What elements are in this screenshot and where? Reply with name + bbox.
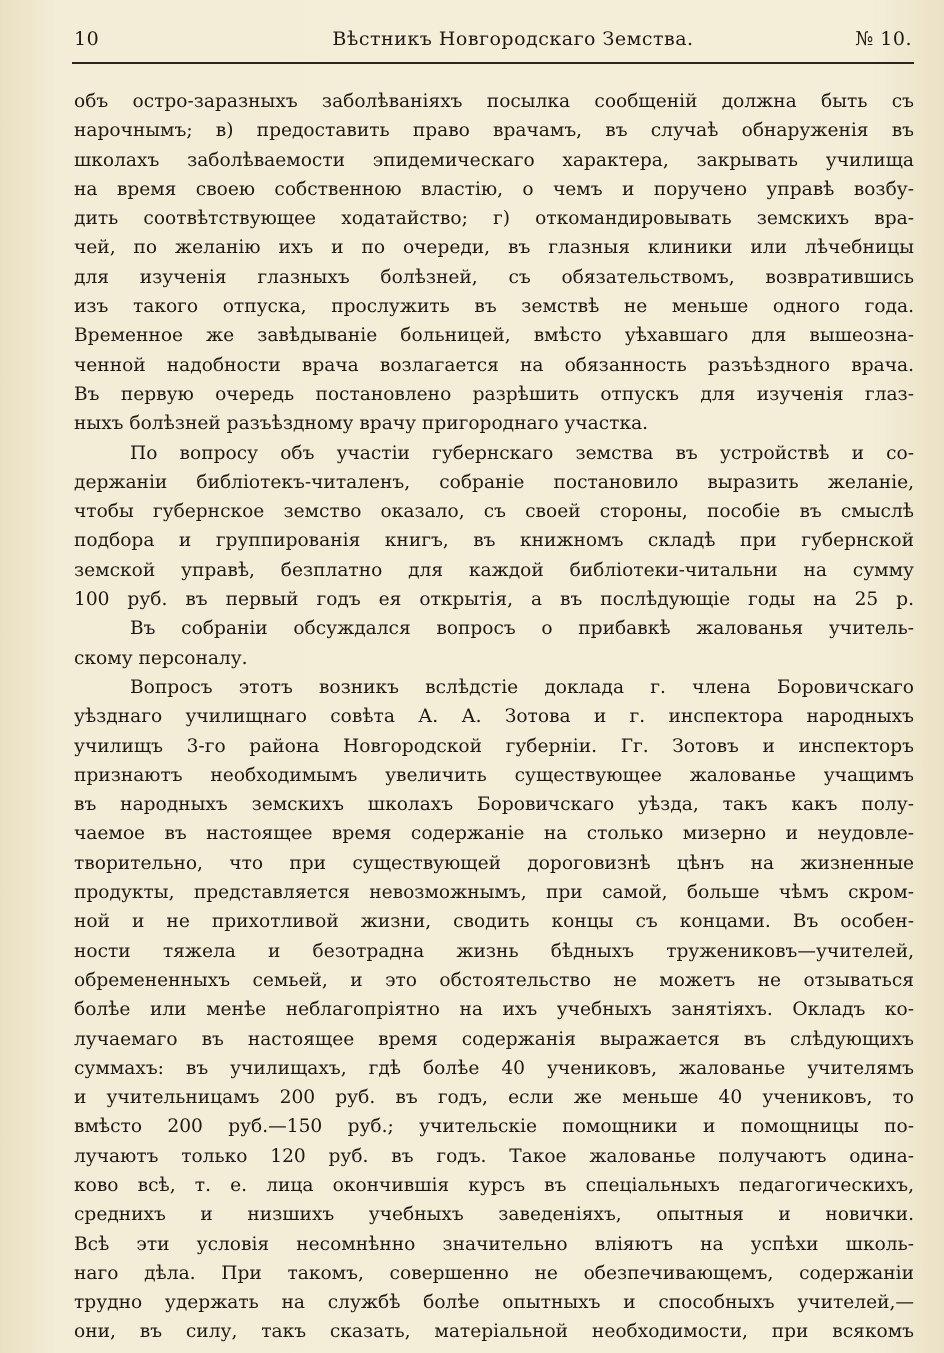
text-line: ной и не прихотливой жизни, сводить концы съ концами. Въ особен- bbox=[74, 911, 914, 933]
text-line: для изученія глазныхъ болѣзней, съ обязательствомъ, возвратившись bbox=[74, 266, 914, 288]
text-line: на время своею собственною властію, о чемъ и поручено управѣ возбу- bbox=[74, 178, 914, 200]
issue-number: № 10. bbox=[855, 28, 912, 50]
text-line: чей, по желанію ихъ и по очереди, въ глазныя клиники или лѣчебницы bbox=[74, 237, 914, 259]
text-line: признаютъ необходимымъ увеличить существующее жалованье учащимъ bbox=[74, 764, 914, 786]
text-line: продукты, представляется невозможнымъ, при самой, больше чѣмъ скром- bbox=[74, 882, 914, 904]
text-line: уѣзднаго училищнаго совѣта А. А. Зотова и г. инспектора народныхъ bbox=[74, 706, 914, 728]
text-line: и учительницамъ 200 руб. въ годъ, если же меньше 40 учениковъ, то bbox=[74, 1087, 914, 1109]
text-line: среднихъ и низшихъ учебныхъ заведеніяхъ, опытныя и новички. bbox=[74, 1204, 914, 1226]
paragraph-first-line: Вопросъ этотъ возникъ вслѣдстіе доклада г. члена Боровичскаго bbox=[130, 676, 914, 698]
text-line: лучаютъ только 120 руб. въ годъ. Такое жалованье получаютъ одина- bbox=[74, 1145, 914, 1167]
text-line: ченной надобности врача возлагается на обязанность разъѣздного врача. bbox=[74, 354, 914, 376]
text-line: училищъ 3-го района Новгородской губерніи. Гг. Зотовъ и инспекторъ bbox=[74, 735, 914, 757]
text-line: нарочнымъ; в) предоставить право врачамъ, въ случаѣ обнаруженія въ bbox=[74, 120, 914, 142]
text-line: школахъ заболѣваемости эпидемическаго характера, закрывать училища bbox=[74, 149, 914, 171]
text-line: скому персоналу. bbox=[74, 647, 248, 669]
text-line: ныхъ болѣзней разъѣздному врачу пригороднаго участка. bbox=[74, 413, 649, 435]
text-line: объ остро-заразныхъ заболѣваніяхъ посылка сообщеній должна быть съ bbox=[74, 91, 914, 112]
text-line: наго дѣла. При такомъ, совершенно не обезпечивающемъ, содержаніи bbox=[74, 1262, 914, 1284]
journal-title: Вѣстникъ Новгородскаго Земства. bbox=[332, 28, 694, 50]
text-line: трудно удержать на службѣ болѣе опытныхъ и способныхъ учителей,— bbox=[74, 1292, 914, 1314]
running-header bbox=[74, 28, 912, 58]
body-text bbox=[74, 87, 914, 1347]
text-line: болѣе или менѣе неблагопріятно на ихъ учебныхъ занятіяхъ. Окладъ ко- bbox=[74, 999, 914, 1021]
text-line: лучаемаго въ настоящее время содержанія выражается въ слѣдующихъ bbox=[74, 1028, 914, 1050]
text-line: Всѣ эти условія несомнѣнно значительно вліяютъ на успѣхи школь- bbox=[74, 1233, 914, 1255]
text-line: суммахъ: въ училищахъ, гдѣ болѣе 40 учениковъ, жалованье учителямъ bbox=[74, 1057, 914, 1079]
text-line: ности тяжела и безотрадна жизнь бѣдныхъ тружениковъ—учителей, bbox=[74, 940, 914, 962]
paragraph-first-line: По вопросу объ участіи губернскаго земства въ устройствѣ и со- bbox=[130, 442, 914, 464]
text-line: чтобы губернское земство оказало, съ своей стороны, пособіе въ смыслѣ bbox=[74, 501, 914, 523]
page-number: 10 bbox=[74, 28, 100, 50]
header-rule bbox=[72, 62, 914, 64]
text-line: творительно, что при существующей дороговизнѣ цѣнъ на жизненные bbox=[74, 852, 914, 874]
text-line: дить соотвѣтствующее ходатайство; г) откомандировывать земскихъ вра- bbox=[74, 208, 914, 230]
text-line: чаемое въ настоящее время содержаніе на столько мизерно и неудовле- bbox=[74, 823, 914, 845]
text-line: обремененныхъ семьей, и это обстоятельство не можетъ не отзываться bbox=[74, 969, 914, 991]
paragraph-first-line: Въ собраніи обсуждался вопросъ о прибавкѣ жалованья учитель- bbox=[130, 618, 914, 640]
text-line: земской управѣ, безплатно для каждой библіотеки-читальни на сумму bbox=[74, 559, 914, 581]
text-line: держаніи библіотекъ-читаленъ, собраніе постановило выразить желаніе, bbox=[74, 471, 914, 493]
text-line: Временное же завѣдываніе больницей, вмѣсто уѣхавшаго для вышеозна- bbox=[74, 325, 914, 347]
text-line: подбора и группированія книгъ, въ книжномъ складѣ при губернской bbox=[74, 530, 914, 552]
text-line: они, въ силу, такъ сказать, матеріальной необходимости, при всякомъ bbox=[74, 1321, 914, 1343]
text-line: въ народныхъ земскихъ школахъ Боровичскаго уѣзда, такъ какъ полу- bbox=[74, 794, 914, 816]
text-line: вмѣсто 200 руб.—150 руб.; учительскіе помощники и помощницы по- bbox=[74, 1116, 914, 1138]
text-line: ково всѣ, т. е. лица окончившія курсъ въ спеціальныхъ педагогическихъ, bbox=[74, 1174, 914, 1196]
text-line: изъ такого отпуска, прослужить въ земствѣ не меньше одного года. bbox=[74, 296, 914, 318]
text-line: Въ первую очередь постановлено разрѣшить отпускъ для изученія глаз- bbox=[74, 383, 914, 405]
text-line: 100 руб. въ первый годъ ея открытія, а въ послѣдующіе годы на 25 р. bbox=[74, 589, 914, 611]
